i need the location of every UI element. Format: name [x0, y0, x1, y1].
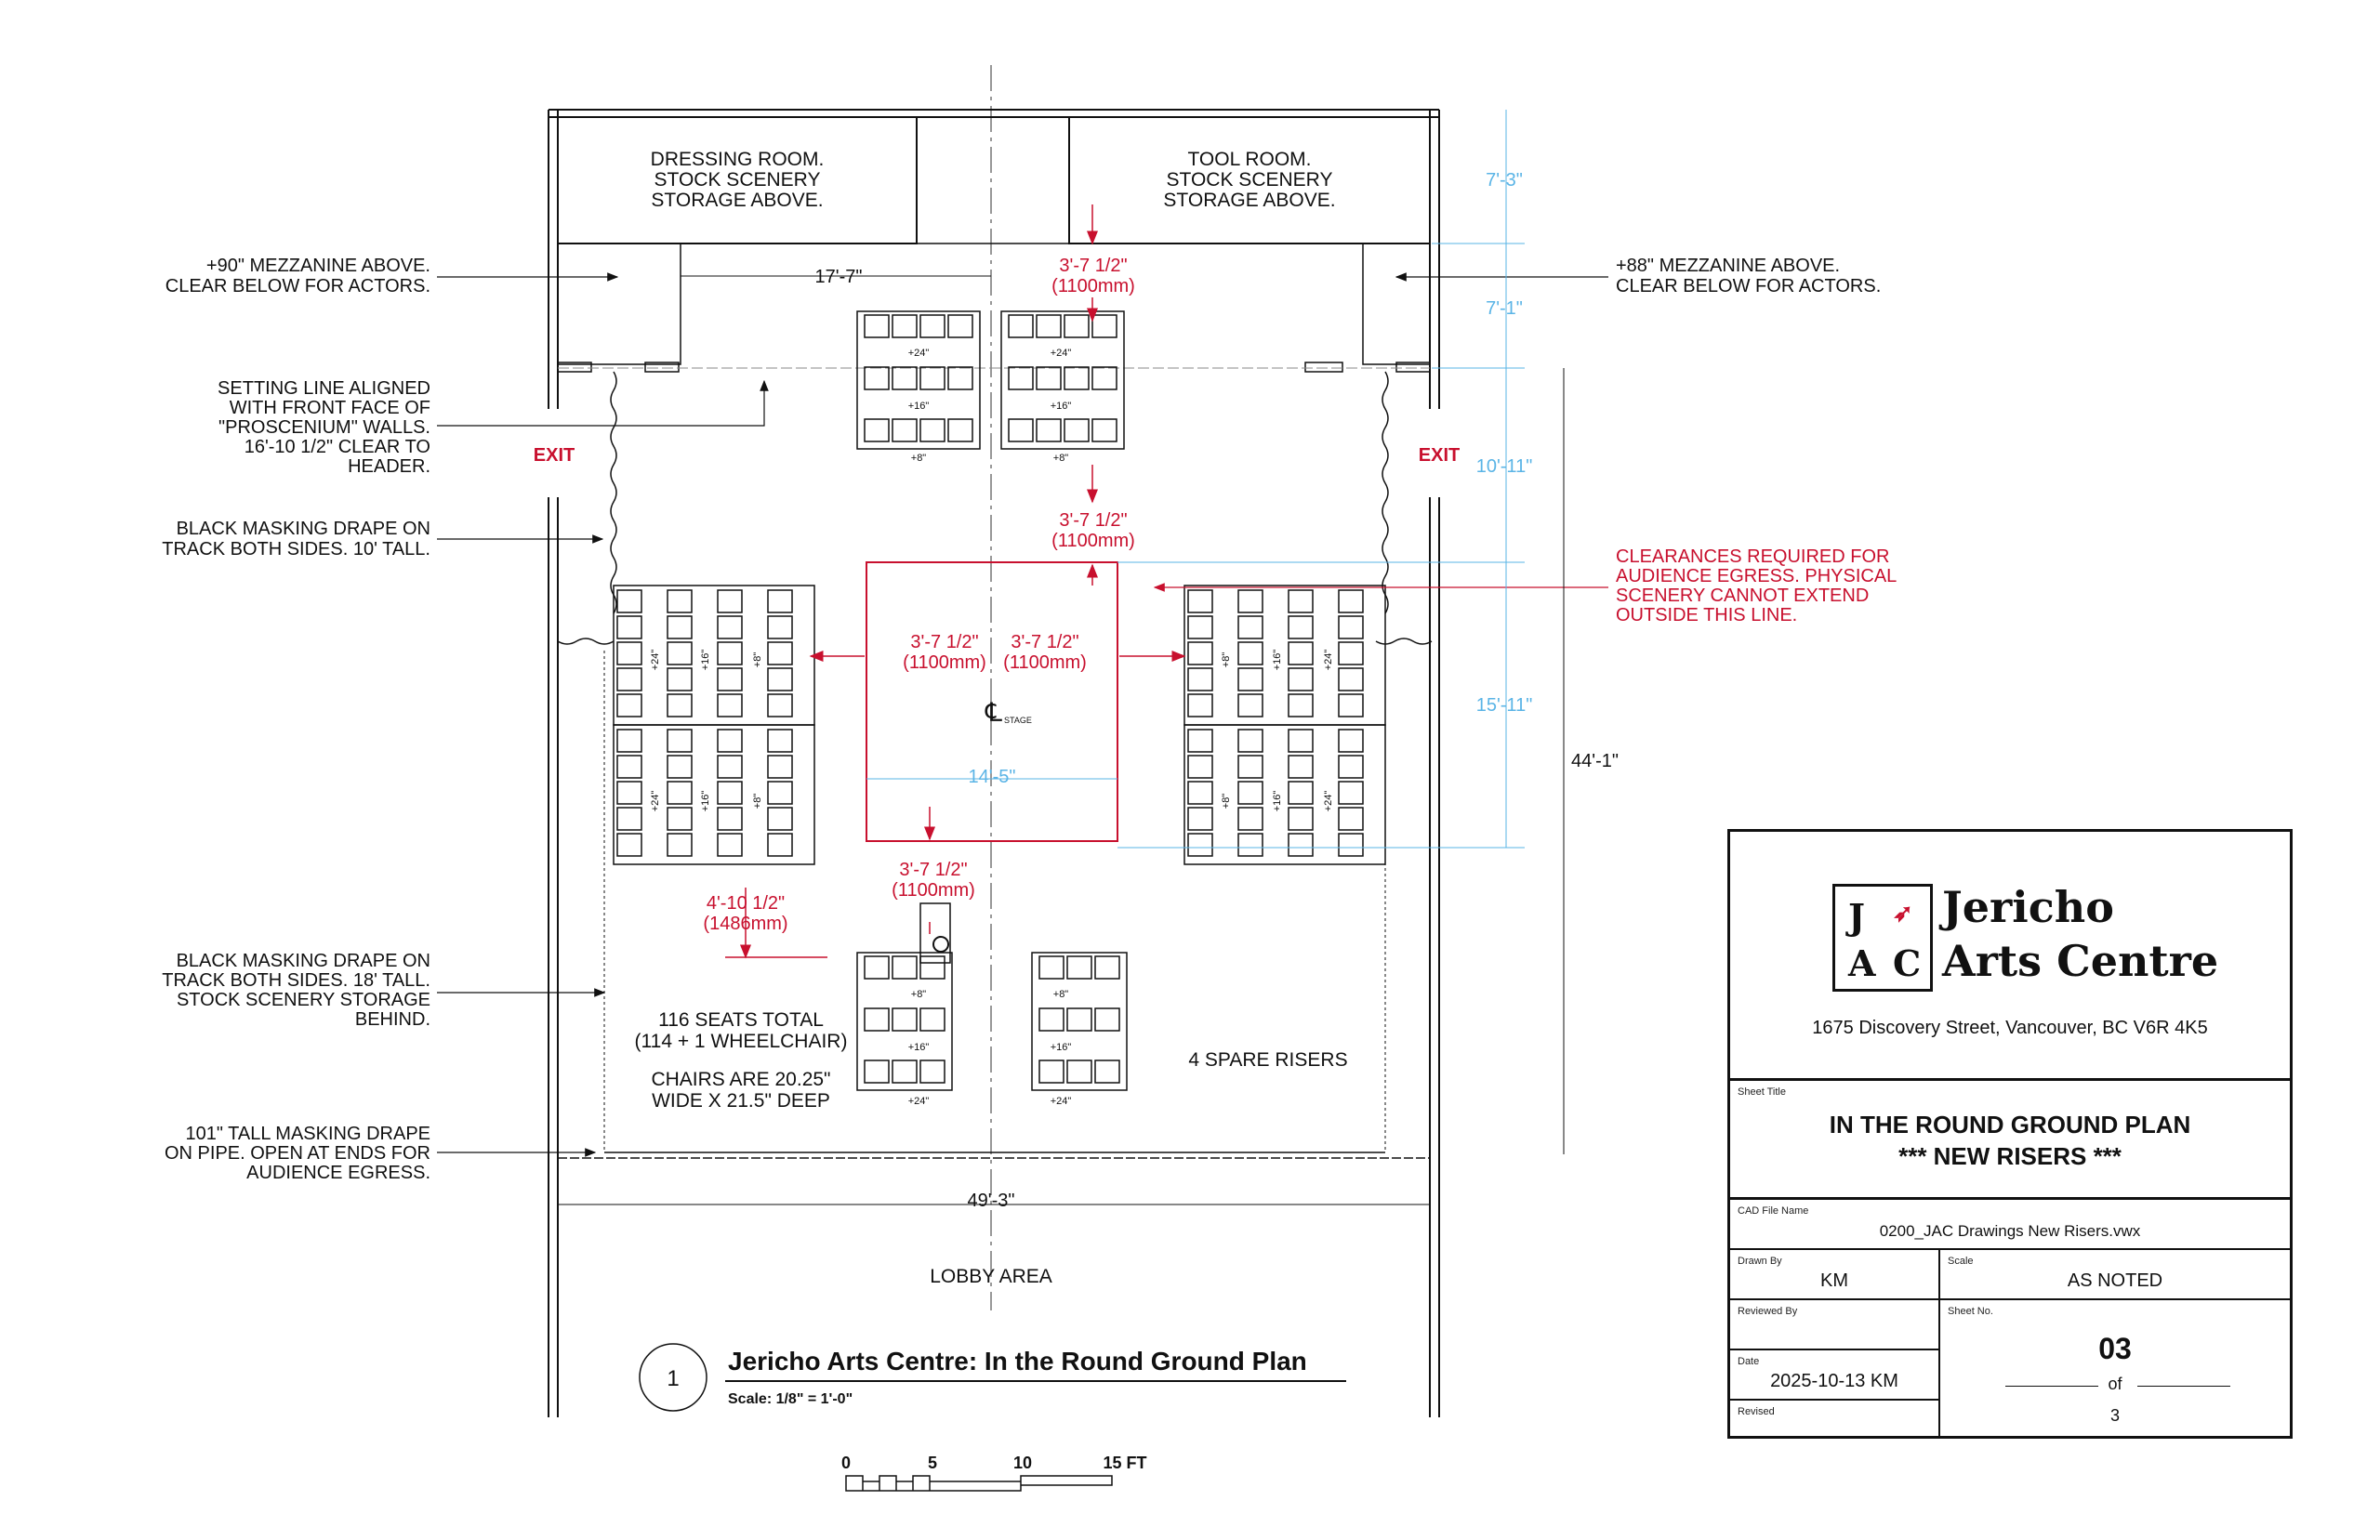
note-clearance: CLEARANCES REQUIRED FOR	[1616, 546, 1890, 567]
chair	[865, 956, 889, 979]
chair	[718, 694, 742, 717]
riser-block	[1184, 725, 1385, 864]
date-label: Date	[1738, 1356, 1760, 1367]
chair	[1039, 956, 1064, 979]
riser-label: +24"	[907, 1096, 930, 1107]
logo-letter: C	[1893, 942, 1922, 984]
riser-label: +24"	[1050, 348, 1072, 359]
tool-room-label: STOCK SCENERY	[1166, 169, 1333, 191]
chair	[1238, 834, 1263, 856]
chair	[768, 756, 792, 778]
dim-clearance: 3'-7 1/2"	[1059, 510, 1128, 531]
dim-15-11: 15'-11"	[1475, 695, 1533, 716]
chair	[718, 730, 742, 752]
chair	[1289, 694, 1313, 717]
riser-label: +8"	[1052, 989, 1069, 1000]
chair	[1238, 616, 1263, 638]
chair	[1064, 315, 1089, 337]
chair	[1188, 730, 1212, 752]
riser-label: +24"	[907, 348, 930, 359]
chair	[1289, 808, 1313, 830]
spare-risers-label: 4 SPARE RISERS	[1188, 1049, 1348, 1071]
sheet-title-1: IN THE ROUND GROUND PLAN	[1829, 1111, 2191, 1139]
dim-clearance: 3'-7 1/2"	[1011, 632, 1079, 652]
chair	[865, 419, 889, 441]
chair	[948, 419, 972, 441]
chair	[1238, 756, 1263, 778]
chair	[892, 956, 917, 979]
chair	[1238, 782, 1263, 804]
note-drape-10: TRACK BOTH SIDES. 10' TALL.	[162, 539, 430, 559]
riser-label: +24"	[1050, 1096, 1072, 1107]
chair	[768, 782, 792, 804]
note-drape-18: TRACK BOTH SIDES. 18' TALL.	[162, 970, 430, 991]
chair	[768, 642, 792, 665]
org-name-line1: Jericho	[1942, 882, 2114, 932]
chair	[1238, 808, 1263, 830]
chair	[1289, 642, 1313, 665]
chair	[668, 642, 692, 665]
chair	[1188, 808, 1212, 830]
chair	[617, 834, 641, 856]
exit-label: EXIT	[1418, 445, 1461, 466]
note-clearance: SCENERY CANNOT EXTEND	[1616, 586, 1870, 606]
cad-value: 0200_JAC Drawings New Risers.vwx	[1879, 1222, 2141, 1240]
chair	[1009, 367, 1033, 389]
chair	[1095, 956, 1119, 979]
note-drape-18: STOCK SCENERY STORAGE	[176, 990, 430, 1010]
riser-label: +8"	[752, 652, 763, 668]
chair	[1188, 590, 1212, 612]
dim-7-1: 7'-1"	[1486, 298, 1523, 319]
chair	[1289, 834, 1313, 856]
dim-4-10-mm: (1486mm)	[703, 914, 788, 934]
riser-label: +8"	[910, 453, 927, 464]
cad-label: CAD File Name	[1738, 1205, 1809, 1217]
chair	[1037, 367, 1061, 389]
chair	[920, 1060, 945, 1083]
drawing-scale: Scale: 1/8" = 1'-0"	[728, 1391, 853, 1407]
chair	[1188, 694, 1212, 717]
chair	[865, 1060, 889, 1083]
chair	[617, 730, 641, 752]
chair	[768, 668, 792, 691]
chair	[718, 782, 742, 804]
dim-clearance-mm: (1100mm)	[892, 880, 975, 901]
chair	[668, 694, 692, 717]
chair	[1188, 834, 1212, 856]
chair	[1188, 642, 1212, 665]
chair	[1238, 730, 1263, 752]
riser-labels	[650, 348, 1334, 1107]
sheet-no-value: 03	[2098, 1332, 2132, 1365]
riser-block	[1001, 311, 1124, 449]
chair	[617, 668, 641, 691]
sheet-no-cell	[1940, 1300, 2290, 1436]
note-mezz-right: +88" MEZZANINE ABOVE.	[1616, 256, 1841, 276]
of-value: 3	[2109, 1406, 2120, 1425]
riser-label: +24"	[650, 649, 661, 671]
chair	[1188, 616, 1212, 638]
chair	[768, 694, 792, 717]
chair	[768, 590, 792, 612]
dim-17-7: 17'-7"	[814, 267, 863, 287]
riser-block	[1184, 586, 1385, 725]
chair	[668, 808, 692, 830]
sheet-title-label: Sheet Title	[1738, 1086, 1786, 1098]
chair	[1339, 616, 1363, 638]
dim-clearance-mm: (1100mm)	[1051, 276, 1135, 296]
chair	[920, 419, 945, 441]
chair	[1037, 315, 1061, 337]
exit-label: EXIT	[533, 445, 575, 466]
chairs-label: CHAIRS ARE 20.25"	[651, 1069, 831, 1090]
riser-label: +16"	[907, 401, 930, 412]
note-drape-18: BEHIND.	[354, 1009, 430, 1030]
chair	[948, 367, 972, 389]
chair	[718, 642, 742, 665]
note-setting-line: "PROSCENIUM" WALLS.	[218, 417, 430, 438]
dim-4-10: 4'-10 1/2"	[706, 893, 786, 914]
note-mezz-left: CLEAR BELOW FOR ACTORS.	[165, 276, 430, 296]
riser-label: +16"	[1272, 649, 1283, 671]
riser-label: +16"	[1050, 1042, 1072, 1053]
chair	[1339, 642, 1363, 665]
drawn-by-cell	[1730, 1250, 1940, 1300]
chair	[892, 315, 917, 337]
chair	[768, 730, 792, 752]
of-label: of	[2108, 1375, 2122, 1393]
lobby-label: LOBBY AREA	[930, 1266, 1052, 1287]
chair	[1095, 1008, 1119, 1031]
riser-label: +8"	[910, 989, 927, 1000]
chair	[1067, 1008, 1091, 1031]
riser-block	[857, 311, 980, 449]
riser-block	[1032, 953, 1127, 1090]
chair	[1064, 367, 1089, 389]
building-walls	[549, 110, 1439, 1417]
address: 1675 Discovery Street, Vancouver, BC V6R 4K5	[1812, 1018, 2208, 1038]
dim-clearance-mm: (1100mm)	[1051, 531, 1135, 551]
note-setting-line: 16'-10 1/2" CLEAR TO	[244, 437, 430, 457]
chair	[1092, 315, 1117, 337]
date-cell	[1730, 1350, 1940, 1401]
chair	[1289, 590, 1313, 612]
scale-label: Scale	[1948, 1256, 1974, 1267]
cad-file-cell	[1730, 1200, 2290, 1250]
dim-44-1: 44'-1"	[1571, 751, 1619, 771]
sheet-title-2: *** NEW RISERS ***	[1898, 1142, 2122, 1170]
logo-letter: J	[1848, 896, 1865, 938]
chair	[1289, 756, 1313, 778]
sheet-no-label: Sheet No.	[1948, 1306, 1993, 1317]
dim-clearance: 3'-7 1/2"	[910, 632, 979, 652]
riser-block	[857, 953, 952, 1090]
chair	[920, 1008, 945, 1031]
chair	[1067, 1060, 1091, 1083]
note-clearance: AUDIENCE EGRESS. PHYSICAL	[1616, 566, 1897, 586]
bird-icon: ➶	[1893, 900, 1913, 928]
chair	[1039, 1008, 1064, 1031]
chair	[1188, 756, 1212, 778]
chair	[1339, 694, 1363, 717]
dim-14-5: 14'-5"	[968, 767, 1016, 787]
chair	[1339, 834, 1363, 856]
chair	[1339, 730, 1363, 752]
riser-block	[614, 725, 814, 864]
scale-bar	[846, 1476, 1112, 1491]
chair	[1037, 419, 1061, 441]
note-setting-line: SETTING LINE ALIGNED	[218, 378, 430, 399]
note-drape-101: 101" TALL MASKING DRAPE	[185, 1124, 430, 1144]
chair	[1238, 590, 1263, 612]
chair	[1188, 782, 1212, 804]
note-drape-10: BLACK MASKING DRAPE ON	[176, 519, 430, 539]
riser-label: +8"	[1221, 793, 1232, 809]
dim-clearance-mm: (1100mm)	[903, 652, 986, 673]
riser-label: +24"	[1323, 790, 1334, 812]
riser-label: +16"	[1272, 790, 1283, 812]
seats-label: 116 SEATS TOTAL	[658, 1009, 824, 1031]
chair	[668, 730, 692, 752]
dim-clearance-mm: (1100mm)	[1003, 652, 1087, 673]
chair	[768, 616, 792, 638]
chair	[718, 834, 742, 856]
chairs-label: WIDE X 21.5" DEEP	[652, 1090, 830, 1112]
note-drape-18: BLACK MASKING DRAPE ON	[176, 951, 430, 971]
chair	[1039, 1060, 1064, 1083]
note-mezz-right: CLEAR BELOW FOR ACTORS.	[1616, 276, 1882, 296]
drawn-value: KM	[1820, 1270, 1848, 1291]
chair	[920, 367, 945, 389]
reviewed-label: Reviewed By	[1738, 1306, 1798, 1317]
riser-block	[614, 586, 814, 725]
chair	[1339, 668, 1363, 691]
chair	[617, 642, 641, 665]
chair	[718, 668, 742, 691]
note-mezz-left: +90" MEZZANINE ABOVE.	[205, 256, 430, 276]
logo-area	[1730, 832, 2290, 1081]
riser-label: +16"	[700, 649, 711, 671]
chair	[617, 694, 641, 717]
chair	[668, 616, 692, 638]
chair	[718, 590, 742, 612]
chair	[920, 315, 945, 337]
dressing-room-label: STOCK SCENERY	[654, 169, 821, 191]
chair	[668, 756, 692, 778]
chair	[948, 315, 972, 337]
riser-label: +24"	[650, 790, 661, 812]
riser-label: +16"	[1050, 401, 1072, 412]
chair	[920, 956, 945, 979]
chair	[1064, 419, 1089, 441]
chair	[617, 616, 641, 638]
riser-label: +8"	[1221, 652, 1232, 668]
dressing-room-label: DRESSING ROOM.	[650, 149, 825, 170]
riser-label: +8"	[1052, 453, 1069, 464]
note-setting-line: HEADER.	[348, 456, 430, 477]
note-setting-line: WITH FRONT FACE OF	[229, 398, 430, 418]
chair	[1289, 668, 1313, 691]
chair	[617, 808, 641, 830]
tool-room-label: STORAGE ABOVE.	[1163, 190, 1336, 211]
jac-logo	[1832, 884, 1933, 992]
riser-label: +16"	[700, 790, 711, 812]
date-value: 2025-10-13 KM	[1770, 1371, 1898, 1391]
chair	[1339, 756, 1363, 778]
org-name-line2: Arts Centre	[1942, 936, 2219, 986]
dim-10-11: 10'-11"	[1475, 456, 1533, 477]
dressing-room-label: STORAGE ABOVE.	[651, 190, 824, 211]
chair	[668, 782, 692, 804]
scale-cell	[1940, 1250, 2290, 1300]
revised-cell	[1730, 1401, 1940, 1436]
drawn-label: Drawn By	[1738, 1256, 1782, 1267]
riser-label: +8"	[752, 793, 763, 809]
chair	[1238, 694, 1263, 717]
chair	[1095, 1060, 1119, 1083]
scale-tick: 5	[927, 1454, 938, 1472]
chair	[892, 367, 917, 389]
chair	[1092, 367, 1117, 389]
chair	[768, 808, 792, 830]
note-clearance: OUTSIDE THIS LINE.	[1616, 605, 1798, 625]
note-drape-101: ON PIPE. OPEN AT ENDS FOR	[165, 1143, 430, 1164]
chair	[1339, 808, 1363, 830]
scale-tick: 10	[1012, 1454, 1033, 1472]
dim-49-3: 49'-3"	[967, 1191, 1015, 1211]
chair	[892, 419, 917, 441]
chair	[617, 782, 641, 804]
chair	[1188, 668, 1212, 691]
drawing-title: Jericho Arts Centre: In the Round Ground Plan	[728, 1347, 1307, 1375]
chair	[1092, 419, 1117, 441]
chair	[617, 590, 641, 612]
centerline-symbol: ℄	[985, 698, 1002, 727]
dim-7-3: 7'-3"	[1486, 170, 1523, 191]
chair	[1067, 956, 1091, 979]
sheet-title-cell	[1730, 1081, 2290, 1200]
chair	[1238, 642, 1263, 665]
chair	[1009, 419, 1033, 441]
riser-label: +16"	[907, 1042, 930, 1053]
seats-label: (114 + 1 WHEELCHAIR)	[634, 1031, 848, 1052]
logo-letter: A	[1848, 942, 1876, 984]
chair	[892, 1008, 917, 1031]
chair	[617, 756, 641, 778]
tool-room-label: TOOL ROOM.	[1187, 149, 1312, 170]
dim-clearance: 3'-7 1/2"	[899, 860, 968, 880]
dim-clearance: 3'-7 1/2"	[1059, 256, 1128, 276]
chair	[718, 756, 742, 778]
chair	[768, 834, 792, 856]
chair	[1289, 730, 1313, 752]
chair	[1289, 782, 1313, 804]
revised-label: Revised	[1738, 1406, 1775, 1417]
chair	[1009, 315, 1033, 337]
chair	[892, 1060, 917, 1083]
chair	[718, 616, 742, 638]
note-drape-101: AUDIENCE EGRESS.	[246, 1163, 430, 1183]
chair	[1339, 782, 1363, 804]
chair	[668, 668, 692, 691]
title-block	[1727, 829, 2293, 1439]
chair	[668, 590, 692, 612]
chair	[1238, 668, 1263, 691]
chair	[865, 367, 889, 389]
drawing-number: 1	[667, 1366, 680, 1391]
scale-tick: 15 FT	[1103, 1454, 1147, 1472]
reviewed-by-cell	[1730, 1300, 1940, 1350]
chair	[865, 1008, 889, 1031]
chair	[1339, 590, 1363, 612]
riser-label: +24"	[1323, 649, 1334, 671]
chair	[718, 808, 742, 830]
scale-tick: 0	[840, 1454, 852, 1472]
chair	[1289, 616, 1313, 638]
chair	[865, 315, 889, 337]
scale-value: AS NOTED	[2067, 1270, 2163, 1291]
stage-label: STAGE	[1004, 716, 1032, 725]
chair	[668, 834, 692, 856]
